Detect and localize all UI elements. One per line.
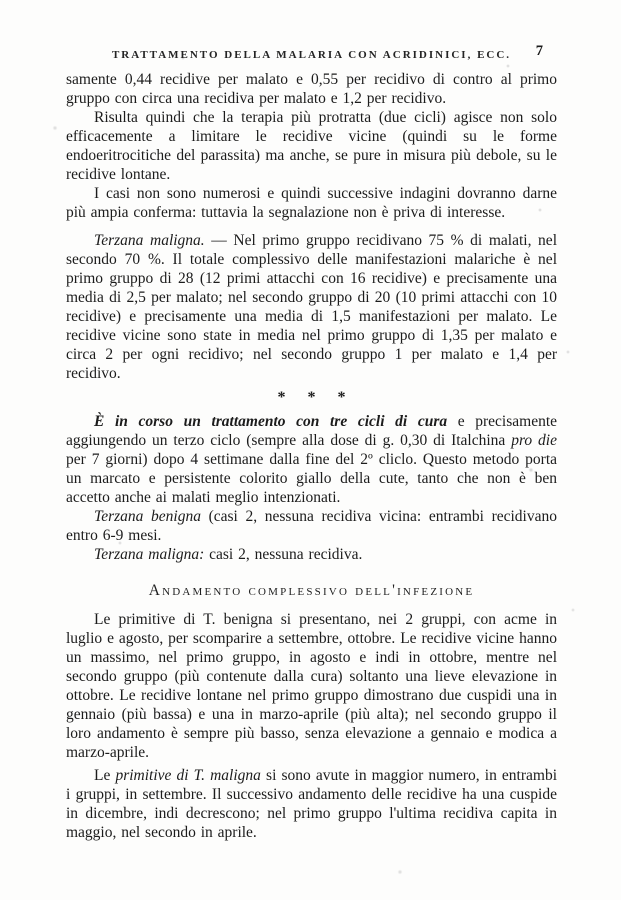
paragraph-primitive-maligna <box>66 766 557 842</box>
paragraph-continuation: samente 0,44 recidive per malato e 0,55 per recidivo di contro al primo gruppo con circa una recidiva per malato e 1,2 per recidivo. <box>66 71 557 107</box>
terzana-maligna-casi-body: casi 2, nessuna recidiva. <box>204 546 363 563</box>
section-heading-andamento: Andamento complessivo dell'infezione <box>148 582 475 599</box>
running-head-title: TRATTAMENTO DELLA MALARIA CON ACRIDINICI, ECC. <box>111 49 512 61</box>
section-separator-asterisks: * * * <box>277 389 355 406</box>
paragraph-primitive-benigna: Le primitive di T. benigna si presentano, nei 2 gruppi, con acme in luglio e agosto, per scomparire a settembre, ottobre. Le recidive vicine hanno un massimo, nel primo gruppo, in agosto e indi in ottobre, mentre nel secondo gruppo (più contenute dalla cura) soltanto una lieve elevazione in ottobre. Le recidive lontane nel primo gruppo dimostrano due cuspidi una in gennaio (più bassa) e una in marzo-aprile (più alta); nel secondo gruppo il loro andamento è sempre più basso, senza elevazione a gennaio e modica a marzo-aprile. <box>66 611 557 761</box>
paragraph-risulta: Risulta quindi che la terapia più protratta (due cicli) agisce non solo efficacemente a limitare le recidive vicine (quindi su le forme endoeritrocitiche del parassita) ma anche, se pure in misura più debole, su le recidive lontane. <box>66 109 557 183</box>
terzana-benigna-body: (casi 2, nessuna recidiva vicina: entrambi recidivano entro 6-9 mesi. <box>66 508 557 544</box>
primitive-maligna-lead-normal: Le <box>94 767 116 784</box>
paragraph-casi: I casi non sono numerosi e quindi successive indagini dovranno darne più ampia conferma: tuttavia la segnalazione non è priva di interesse. <box>66 185 557 221</box>
page-header <box>66 45 557 60</box>
paragraph-terzana-maligna-casi <box>66 545 557 564</box>
primitive-maligna-lead-italic: primitive di T. maligna <box>115 767 261 784</box>
paragraph-terzana-benigna-casi <box>66 507 557 545</box>
tre-cicli-seg1: e precisamente aggiungendo un terzo ciclo (sempre alla dose di g. 0,30 di Italchina <box>66 413 558 449</box>
tre-cicli-lead: È in corso un trattamento con tre cicli di cura <box>94 413 448 430</box>
tre-cicli-seg2: per 7 giorni) dopo 4 settimane dalla fine del 2º cliclo. Questo metodo porta un marcato e persistente colorito giallo della cute, tanto che non è ben accetto anche ai malati meglio intenzionati. <box>66 451 557 506</box>
primitive-maligna-body: si sono avute in maggior numero, in entrambi i gruppi, in settembre. Il successivo andamento delle recidive ha una cuspide in dicembre, indi decrescono; nel primo gruppo l'ultima recidiva capita in maggio, nel secondo in aprile. <box>66 767 558 841</box>
terzana-maligna-body: — Nel primo gruppo recidivano 75 % di malati, nel secondo 70 %. Il totale complessivo delle manifestazioni malariche è nel primo gruppo di 28 (12 primi attacchi con 16 recidive) e precisamente una media di 2,5 per malato; nel secondo gruppo di 20 (10 primi attacchi con 10 recidive) e precisamente una media di 1,5 manifestazioni per malato. Le recidive vicine sono state in media nel primo gruppo di 1,35 per malato e circa 2 per ogni recidivo; nel secondo gruppo 1 per malato e 1,4 per recidivo. <box>66 232 557 382</box>
page-number: 7 <box>535 43 543 59</box>
paragraph-tre-cicli <box>66 412 557 507</box>
paragraph-terzana-maligna <box>66 231 557 383</box>
tre-cicli-pro-die: pro die <box>511 432 557 449</box>
terzana-maligna-lead: Terzana maligna. <box>94 232 205 249</box>
terzana-benigna-lead: Terzana benigna <box>94 508 201 525</box>
terzana-maligna-casi-lead: Terzana maligna: <box>94 546 205 563</box>
